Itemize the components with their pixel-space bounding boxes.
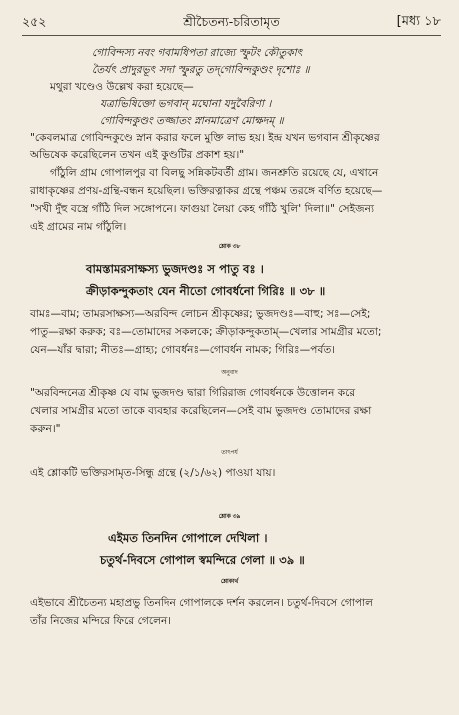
translation-heading: অনুবাদ	[221, 370, 238, 376]
sloka-39-translation-heading: শ্লোকার্থ	[220, 579, 239, 585]
paragraph-line: রাধাকৃষ্ণের প্রণয়-গ্রন্থি-বন্ধন হয়েছিল। ভক্তিরত্নাকর গ্রন্থে পঞ্চম তরঙ্গে বর্ণিত হয়েছে—	[30, 185, 383, 197]
translation-line: এইভাবে শ্রীচৈতন্য মহাপ্রভু তিনদিন গোপালকে দর্শন করলেন। চতুর্থ-দিবসে গোপাল	[30, 597, 374, 609]
purport-text: এই শ্লোকটি ভক্তিরসামৃত-সিন্ধু গ্রন্থে (২/১/৬২) পাওয়া যায়।	[30, 467, 276, 479]
page-number: ২৫২	[22, 14, 47, 29]
chapter-label: [মধ্য ১৮	[396, 14, 441, 29]
paragraph-line: অভিষেক করেছিলেন তখন এই কুণ্ডটির প্রকাশ হয়।"	[30, 149, 245, 161]
paragraph-line: এই গ্রামের নাম গাঁঠুলি।	[30, 221, 127, 233]
translation-line: তাঁর নিজের মন্দিরে ফিরে গেলেন।	[30, 615, 172, 627]
translation-line: করুন।"	[30, 423, 61, 435]
paragraph-line: গাঁঠুলি গ্রাম গোপালপুর বা বিলছু সন্নিকটবর্তী গ্রাম। জনশ্রুতি রয়েছে যে, এখানে	[50, 167, 379, 179]
header-rule	[22, 35, 441, 36]
translation-line: "অরবিন্দনেত্র শ্রীকৃষ্ণ যে বাম ভুজদণ্ড দ্বারা গিরিরাজ গোবর্ধনকে উত্তোলন করে	[30, 387, 356, 399]
paragraph-line: "সখী দুঁহু বস্ত্রে গাঁঠি দিল সঙ্গোপনে। ফাগুয়া লৈয়া কেহ গাঁঠি খুলি' দিলা॥" সেইজন্য	[30, 203, 375, 215]
paragraph-line: "কেবলমাত্র গোবিন্দকুণ্ডে স্নান করার ফলে মুক্তি লাভ হয়। ইন্দ্র যখন ভগবান শ্রীকৃষ্ণের	[30, 132, 380, 144]
translation-line: খেলার সামগ্রীর মতো তাকে ব্যবহার করেছিলেন—সেই বাম ভুজদণ্ড তোমাদের রক্ষা	[30, 405, 372, 417]
sloka-38-heading: শ্লোক ৩৮	[218, 244, 241, 250]
sloka-38-line: ক্রীড়াকন্দুকতাং যেন নীতো গোবর্ধনো গিরিঃ ॥ ৩৮ ॥	[86, 284, 326, 298]
sloka-39-heading: শ্লোক ৩৯	[218, 514, 241, 520]
synonym-line: পাতু—রক্ষা করুক; বঃ—তোমাদের সকলকে; ক্রীড়াকন্দুকতাম্‌—খেলার সামগ্রীর মতো;	[30, 326, 382, 338]
sloka-39-line: এইমত তিনদিন গোপালে দেখিলা ।	[108, 531, 268, 545]
sloka-38-line: বামস্তামরসাক্ষস্য ভুজদণ্ডঃ স পাতু বঃ ।	[86, 262, 264, 276]
intro-verse-line: তৈর্যৎ প্রাদুরভূৎ সদা স্ফুরতু তদ্‌গোবিন্দকুণ্ডং দৃশোঃ ॥	[92, 64, 310, 76]
book-title: শ্রীচৈতন্য-চরিতামৃত	[183, 14, 280, 29]
page-header	[22, 12, 441, 34]
synonym-line: যেন—যাঁর দ্বারা; নীতঃ—গ্রাহ্য; গোবর্ধনঃ—গোবর্ধন নামক; গিরিঃ—পর্বত।	[30, 344, 336, 356]
purport-heading: তাৎপর্য	[221, 450, 238, 456]
sloka-39-line: চতুর্থ-দিবসে গোপাল স্বমন্দিরে গেলা ॥ ৩৯ ॥	[100, 553, 305, 567]
mathura-line: মথুরা খণ্ডেও উল্লেখ করা হয়েছে—	[50, 81, 194, 93]
synonym-line: বামঃ—বাম; তামরসাক্ষস্য—অরবিন্দ লোচন শ্রীকৃষ্ণের; ভুজদণ্ডঃ—বাহু; সঃ—সেই;	[30, 308, 371, 320]
mathura-verse-line: গোবিন্দকুণ্ডং তজ্জাতং স্নানমাত্রেণ মোক্ষদম্‌ ॥	[100, 115, 284, 127]
intro-verse-line: গোবিন্দস্য নবং গবামধিপতা রাজ্যে স্ফুটং কৌতুকাৎ	[92, 47, 303, 59]
mathura-verse-line: যত্রাভিষিক্তো ভগবান্‌ মঘোনা যদুবৈরিণা ।	[100, 98, 272, 110]
